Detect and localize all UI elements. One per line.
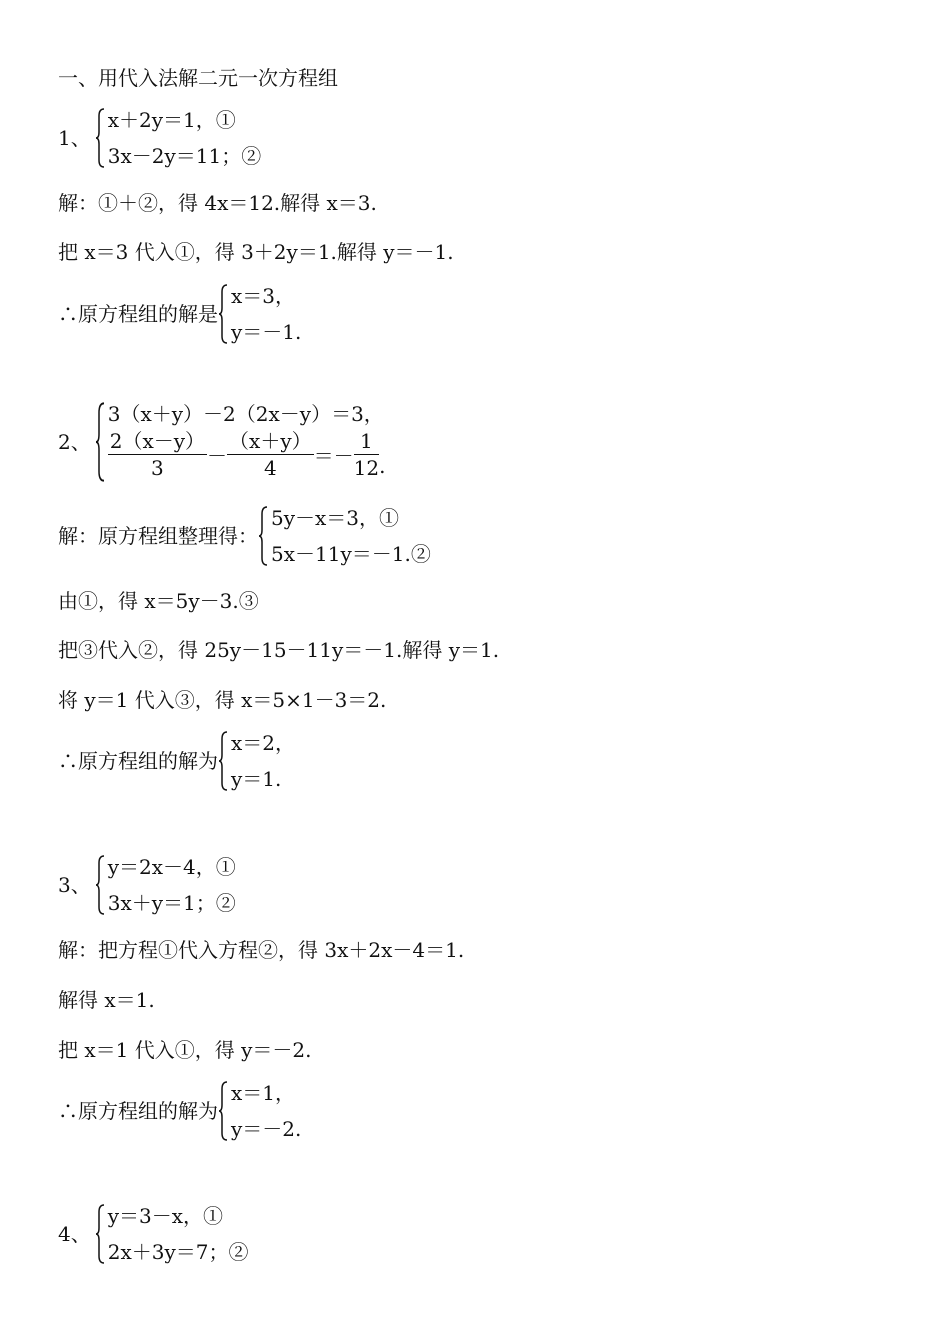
solution-step-1: 解：①＋②，得 4x＝12.解得 x＝3. bbox=[58, 191, 377, 215]
equation-1: y＝2x－4，① bbox=[107, 855, 236, 879]
answer-x: x＝2， bbox=[231, 731, 296, 755]
answer-2 bbox=[58, 731, 295, 791]
equation-2: 5x－11y＝－1.② bbox=[271, 542, 431, 566]
answer-1 bbox=[58, 284, 301, 344]
answer-y: y＝－2. bbox=[231, 1117, 302, 1141]
problem-number: 1、 bbox=[58, 126, 91, 150]
problem-number: 2、 bbox=[58, 430, 91, 454]
equation-2: 3x－2y＝11；② bbox=[107, 144, 262, 168]
brace-icon bbox=[218, 731, 228, 791]
brace-icon bbox=[258, 506, 268, 566]
solution-step-3: 把 x＝1 代入①，得 y＝－2. bbox=[58, 1038, 312, 1062]
solution-step-4: 将 y＝1 代入③，得 x＝5×1－3＝2. bbox=[58, 688, 387, 712]
answer-x: x＝1， bbox=[231, 1081, 296, 1105]
problem-4-system bbox=[58, 1204, 249, 1264]
solution-step-1: 解：把方程①代入方程②，得 3x＋2x－4＝1. bbox=[58, 938, 465, 962]
brace-icon bbox=[218, 284, 228, 344]
equation-1: x＋2y＝1，① bbox=[107, 108, 236, 132]
fraction: $\frac{(x+y)}{4}$ bbox=[229, 428, 312, 480]
simplified-system bbox=[58, 506, 431, 566]
solution-step-2: 把 x＝3 代入①，得 3＋2y＝1.解得 y＝－1. bbox=[58, 240, 454, 264]
problem-2-system bbox=[58, 402, 385, 482]
problem-number: 3、 bbox=[58, 873, 91, 897]
problem-1-system bbox=[58, 108, 261, 168]
problem-number: 4、 bbox=[58, 1222, 91, 1246]
fraction: $\frac{1}{12}$ bbox=[353, 428, 380, 480]
equation-2: 3x＋y＝1；② bbox=[107, 891, 236, 915]
answer-y: y＝1. bbox=[231, 767, 282, 791]
problem-3-system bbox=[58, 855, 236, 915]
answer-x: x＝3， bbox=[231, 284, 296, 308]
answer-prefix: ∴原方程组的解为 bbox=[58, 1099, 218, 1123]
answer-prefix: ∴原方程组的解是 bbox=[58, 302, 218, 326]
solution-step-2: 由①，得 x＝5y－3.③ bbox=[58, 589, 259, 613]
brace-icon bbox=[95, 1204, 105, 1264]
answer-3 bbox=[58, 1081, 301, 1141]
fraction: $\frac{2(x-y)}{3}$ bbox=[109, 428, 206, 480]
answer-prefix: ∴原方程组的解为 bbox=[58, 749, 218, 773]
brace-icon bbox=[95, 108, 105, 168]
solution-step-2: 解得 x＝1. bbox=[58, 988, 155, 1012]
section-heading: 一、用代入法解二元一次方程组 bbox=[58, 66, 338, 90]
equation-1: 5y－x＝3，① bbox=[271, 506, 400, 530]
answer-y: y＝－1. bbox=[231, 320, 302, 344]
equation-2: $\frac{2(x-y)}{3}$ － $\frac{(x+y)}{4}$ ＝－ $\frac{1}{12}$ . bbox=[109, 428, 386, 480]
brace-icon bbox=[95, 402, 105, 482]
brace-icon bbox=[218, 1081, 228, 1141]
solution-step-3: 把③代入②，得 25y－15－11y＝－1.解得 y＝1. bbox=[58, 638, 500, 662]
brace-icon bbox=[95, 855, 105, 915]
equation-1: y＝3－x，① bbox=[107, 1204, 224, 1228]
equation-1: 3（x＋y）－2（2x－y）＝3， bbox=[107, 402, 384, 426]
solution-prefix: 解：原方程组整理得： bbox=[58, 524, 258, 548]
equation-2: 2x＋3y＝7；② bbox=[107, 1240, 249, 1264]
